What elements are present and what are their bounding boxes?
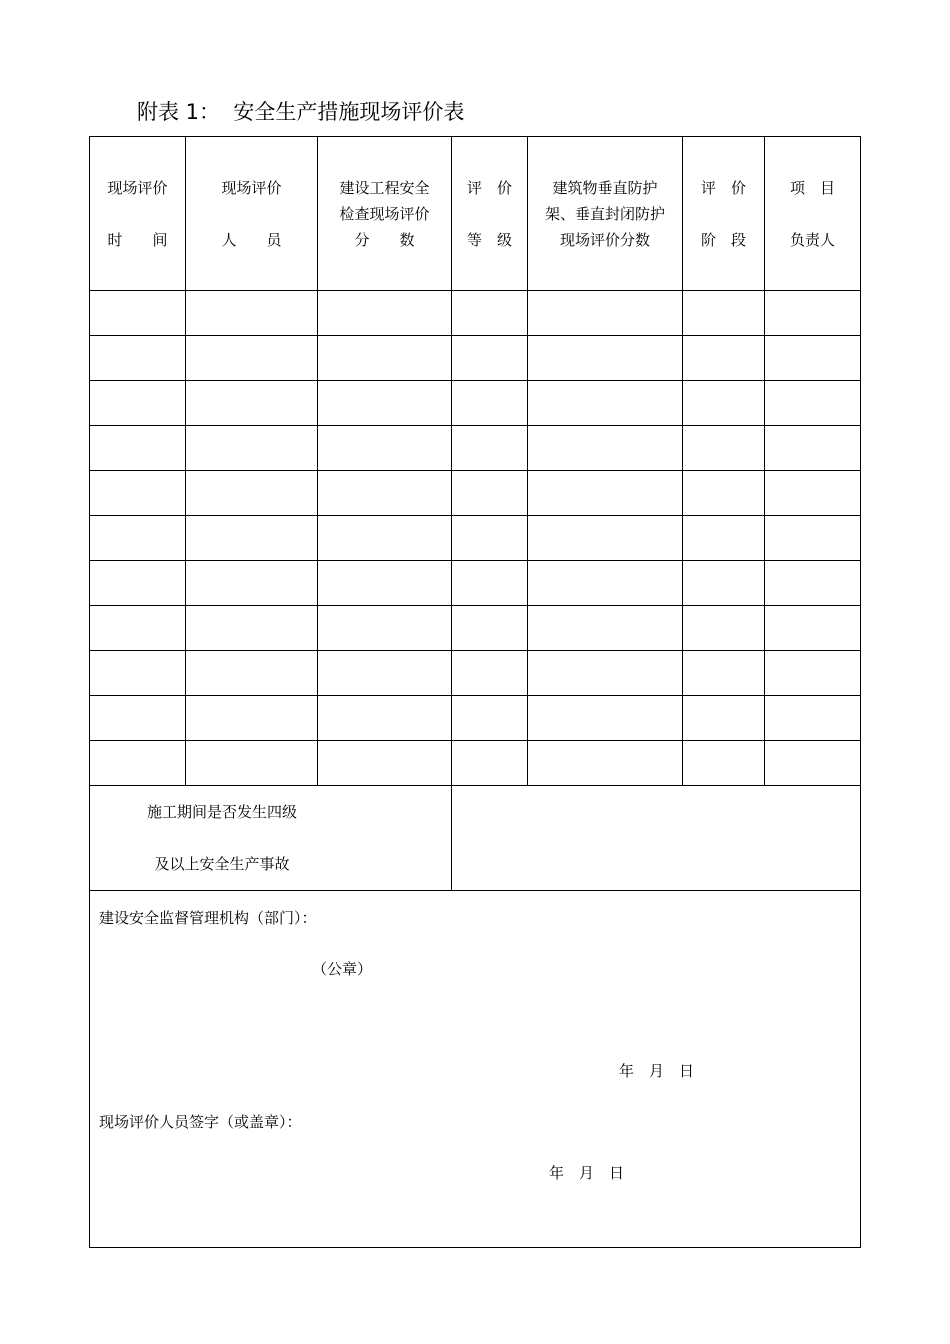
- table-cell[interactable]: [528, 561, 683, 606]
- table-cell[interactable]: [683, 696, 765, 741]
- table-cell[interactable]: [528, 471, 683, 516]
- agency-date[interactable]: 年 月 日: [619, 1062, 695, 1080]
- table-cell[interactable]: [186, 471, 318, 516]
- table-cell[interactable]: [683, 381, 765, 426]
- table-cell[interactable]: [318, 741, 452, 786]
- agency-label: 建设安全监督管理机构（部门）：: [99, 909, 317, 927]
- table-cell[interactable]: [452, 741, 528, 786]
- incident-row: [90, 786, 861, 891]
- table-cell[interactable]: [765, 561, 861, 606]
- incident-label: 施工期间是否发生四级 及以上安全生产事故: [146, 803, 297, 873]
- evaluation-table: [89, 136, 861, 1248]
- table-cell[interactable]: [318, 426, 452, 471]
- table-cell[interactable]: [318, 381, 452, 426]
- table-cell[interactable]: [765, 696, 861, 741]
- table-header-row: [90, 137, 861, 291]
- table-cell[interactable]: [765, 651, 861, 696]
- table-row: [90, 741, 861, 786]
- table-cell[interactable]: [90, 471, 186, 516]
- table-row: [90, 336, 861, 381]
- table-cell[interactable]: [90, 291, 186, 336]
- table-cell[interactable]: [186, 651, 318, 696]
- table-cell[interactable]: [528, 336, 683, 381]
- table-cell[interactable]: [528, 696, 683, 741]
- table-cell[interactable]: [765, 426, 861, 471]
- header-cell: [90, 137, 186, 291]
- table-cell[interactable]: [765, 471, 861, 516]
- table-cell[interactable]: [452, 336, 528, 381]
- table-cell[interactable]: [683, 426, 765, 471]
- table-row: [90, 561, 861, 606]
- header-cell: [765, 137, 861, 291]
- signature-row: [90, 891, 861, 1248]
- table-cell[interactable]: [318, 696, 452, 741]
- table-cell[interactable]: [765, 741, 861, 786]
- table-cell[interactable]: [318, 291, 452, 336]
- table-cell[interactable]: [186, 606, 318, 651]
- signature-cell: [90, 891, 861, 1248]
- table-cell[interactable]: [765, 381, 861, 426]
- evaluator-signature-label: 现场评价人员签字（或盖章）：: [99, 1113, 302, 1131]
- table-cell[interactable]: [765, 606, 861, 651]
- table-cell[interactable]: [452, 696, 528, 741]
- table-row: [90, 291, 861, 336]
- page-title: 附表 1： 安全生产措施现场评价表: [137, 100, 465, 124]
- table-cell[interactable]: [528, 291, 683, 336]
- table-cell[interactable]: [186, 741, 318, 786]
- table-cell[interactable]: [186, 696, 318, 741]
- header-cell: [683, 137, 765, 291]
- table-cell[interactable]: [90, 381, 186, 426]
- header-project-lead: 项 目 负责人: [789, 178, 835, 249]
- table-cell[interactable]: [683, 516, 765, 561]
- header-cell: [318, 137, 452, 291]
- table-cell[interactable]: [683, 741, 765, 786]
- table-cell[interactable]: [186, 516, 318, 561]
- evaluator-date[interactable]: 年 月 日: [549, 1164, 625, 1182]
- table-cell[interactable]: [683, 471, 765, 516]
- table-cell[interactable]: [683, 291, 765, 336]
- table-cell[interactable]: [765, 516, 861, 561]
- table-cell[interactable]: [90, 426, 186, 471]
- incident-label-cell: [90, 786, 452, 891]
- table-cell[interactable]: [528, 426, 683, 471]
- table-cell[interactable]: [186, 336, 318, 381]
- table-cell[interactable]: [765, 336, 861, 381]
- header-cell: [528, 137, 683, 291]
- table-cell[interactable]: [90, 651, 186, 696]
- incident-value-cell[interactable]: [452, 786, 861, 891]
- table-cell[interactable]: [683, 561, 765, 606]
- table-row: [90, 381, 861, 426]
- table-cell[interactable]: [528, 741, 683, 786]
- table-cell[interactable]: [318, 336, 452, 381]
- table-cell[interactable]: [186, 561, 318, 606]
- table-row: [90, 606, 861, 651]
- table-row: [90, 696, 861, 741]
- table-row: [90, 426, 861, 471]
- header-safety-score: 建设工程安全 检查现场评价 分 数: [339, 178, 430, 249]
- table-cell[interactable]: [528, 651, 683, 696]
- table-cell[interactable]: [186, 381, 318, 426]
- table-cell[interactable]: [452, 651, 528, 696]
- table-cell[interactable]: [452, 426, 528, 471]
- table-cell[interactable]: [452, 381, 528, 426]
- table-cell[interactable]: [528, 516, 683, 561]
- header-protection-score: 建筑物垂直防护 架、垂直封闭防护 现场评价分数: [544, 178, 665, 249]
- table-cell[interactable]: [90, 516, 186, 561]
- table-row: [90, 651, 861, 696]
- table-cell[interactable]: [452, 561, 528, 606]
- table-cell[interactable]: [90, 696, 186, 741]
- table-cell[interactable]: [318, 561, 452, 606]
- table-row: [90, 471, 861, 516]
- table-cell[interactable]: [528, 606, 683, 651]
- table-cell[interactable]: [683, 336, 765, 381]
- table-cell[interactable]: [318, 606, 452, 651]
- header-eval-personnel: 现场评价 人 员: [221, 178, 282, 249]
- table-cell[interactable]: [452, 291, 528, 336]
- table-cell[interactable]: [318, 471, 452, 516]
- table-cell[interactable]: [683, 606, 765, 651]
- table-cell[interactable]: [90, 336, 186, 381]
- header-eval-grade: 评 价 等 级: [466, 178, 512, 249]
- table-cell[interactable]: [452, 606, 528, 651]
- table-cell[interactable]: [765, 291, 861, 336]
- table-cell[interactable]: [90, 561, 186, 606]
- table-cell[interactable]: [452, 516, 528, 561]
- table-cell[interactable]: [528, 381, 683, 426]
- header-eval-time: 现场评价 时 间: [107, 178, 168, 249]
- table-cell[interactable]: [318, 516, 452, 561]
- table-cell[interactable]: [318, 651, 452, 696]
- header-cell: [186, 137, 318, 291]
- header-eval-stage: 评 价 阶 段: [700, 178, 746, 249]
- table-cell[interactable]: [90, 606, 186, 651]
- table-cell[interactable]: [452, 471, 528, 516]
- table-cell[interactable]: [186, 291, 318, 336]
- table-cell[interactable]: [683, 651, 765, 696]
- table-cell[interactable]: [186, 426, 318, 471]
- table-row: [90, 516, 861, 561]
- table-cell[interactable]: [90, 741, 186, 786]
- header-cell: [452, 137, 528, 291]
- seal-label: （公章）: [312, 960, 373, 978]
